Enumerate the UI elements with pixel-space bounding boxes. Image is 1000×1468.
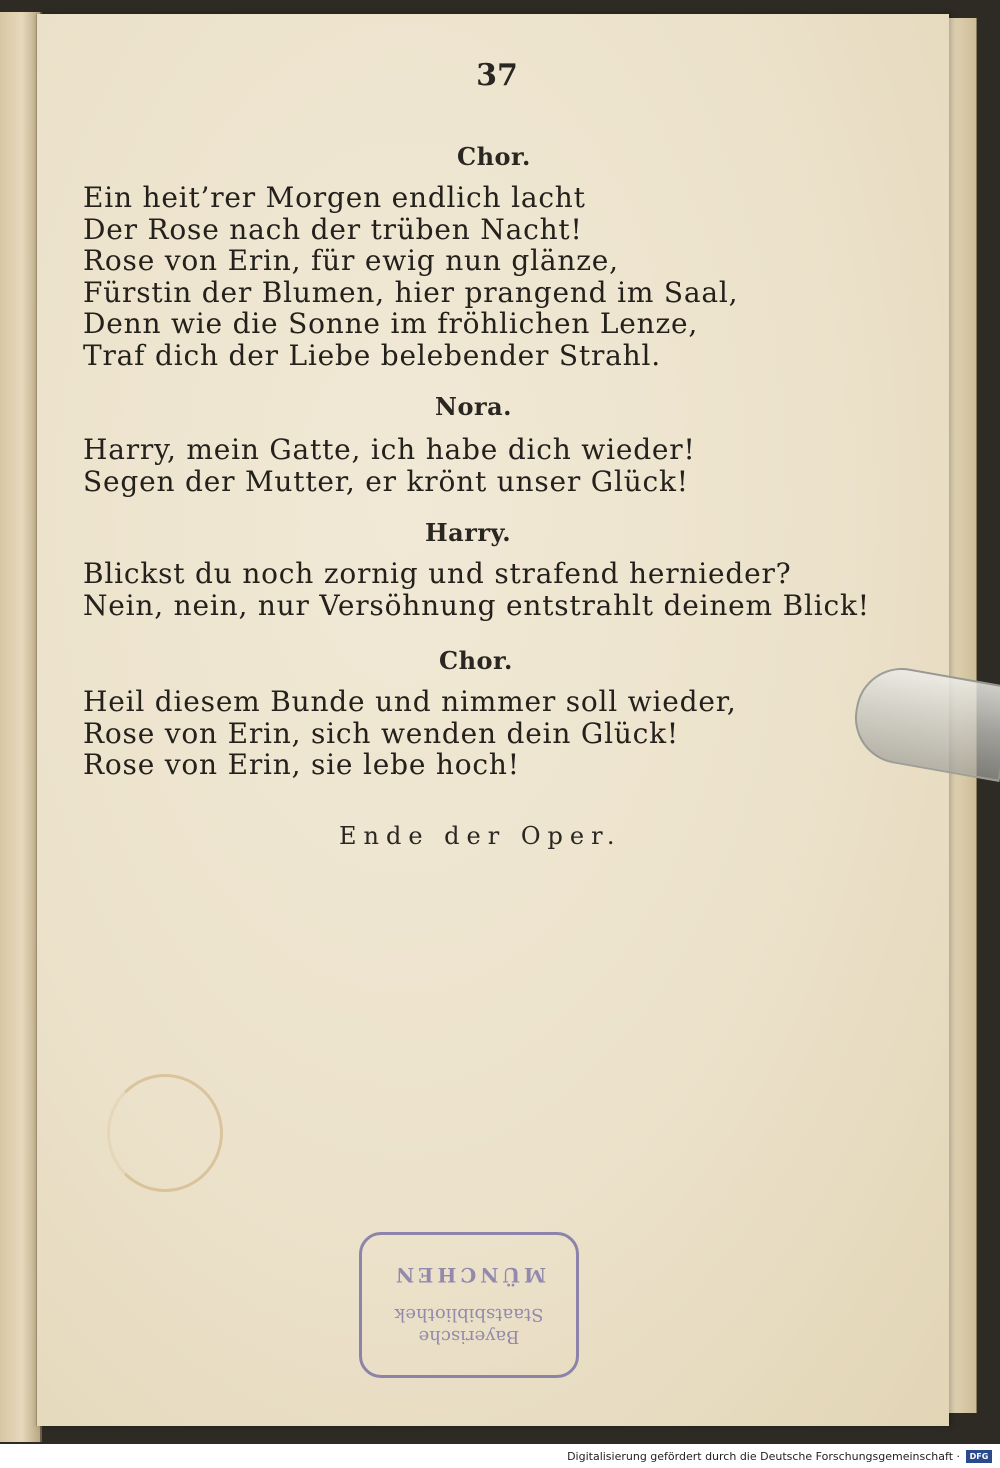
- speaker-harry: Harry.: [425, 518, 512, 547]
- stamp-line: Staatsbibliothek: [394, 1304, 544, 1325]
- speaker-nora: Nora.: [435, 392, 512, 421]
- verse-line: Blickst du noch zornig und strafend hernieder?: [83, 557, 792, 590]
- stamp-line: Bayerische: [418, 1326, 520, 1347]
- verse-chor-2: [83, 686, 737, 781]
- verse-harry: [83, 558, 870, 621]
- book-page: [36, 14, 949, 1426]
- verse-line: Ein heit’rer Morgen endlich lacht: [83, 181, 586, 214]
- speaker-chor-2: Chor.: [439, 646, 513, 675]
- footer-bar: [0, 1444, 1000, 1468]
- verse-line: Rose von Erin, für ewig nun glänze,: [83, 244, 619, 277]
- verse-line: Denn wie die Sonne im fröhlichen Lenze,: [83, 307, 699, 340]
- library-stamp: [359, 1232, 579, 1378]
- funding-credit: Digitalisierung gefördert durch die Deutsche Forschungsgemeinschaft ·: [567, 1450, 960, 1463]
- verse-line: Rose von Erin, sie lebe hoch!: [83, 748, 520, 781]
- verse-line: Nein, nein, nur Versöhnung entstrahlt deinem Blick!: [83, 588, 870, 622]
- verse-line: Der Rose nach der trüben Nacht!: [83, 212, 583, 246]
- verse-chor-1: [83, 182, 738, 371]
- verse-line: Segen der Mutter, er krönt unser Glück!: [83, 464, 689, 498]
- page-number: 37: [476, 58, 518, 93]
- verse-line: Heil diesem Bunde und nimmer soll wieder,: [83, 685, 737, 718]
- verse-line: Fürstin der Blumen, hier prangend im Saal,: [83, 275, 739, 309]
- verse-line: Harry, mein Gatte, ich habe dich wieder!: [83, 433, 696, 466]
- ending-line: Ende der Oper.: [339, 822, 622, 850]
- coffee-ring-stain: [107, 1074, 223, 1192]
- dfg-logo: DFG: [966, 1450, 992, 1463]
- speaker-chor-1: Chor.: [457, 142, 531, 171]
- verse-nora: [83, 434, 696, 497]
- stamp-line: MÜNCHEN: [391, 1263, 547, 1287]
- verse-line: Rose von Erin, sich wenden dein Glück!: [83, 716, 679, 750]
- verse-line: Traf dich der Liebe belebender Strahl.: [83, 338, 661, 372]
